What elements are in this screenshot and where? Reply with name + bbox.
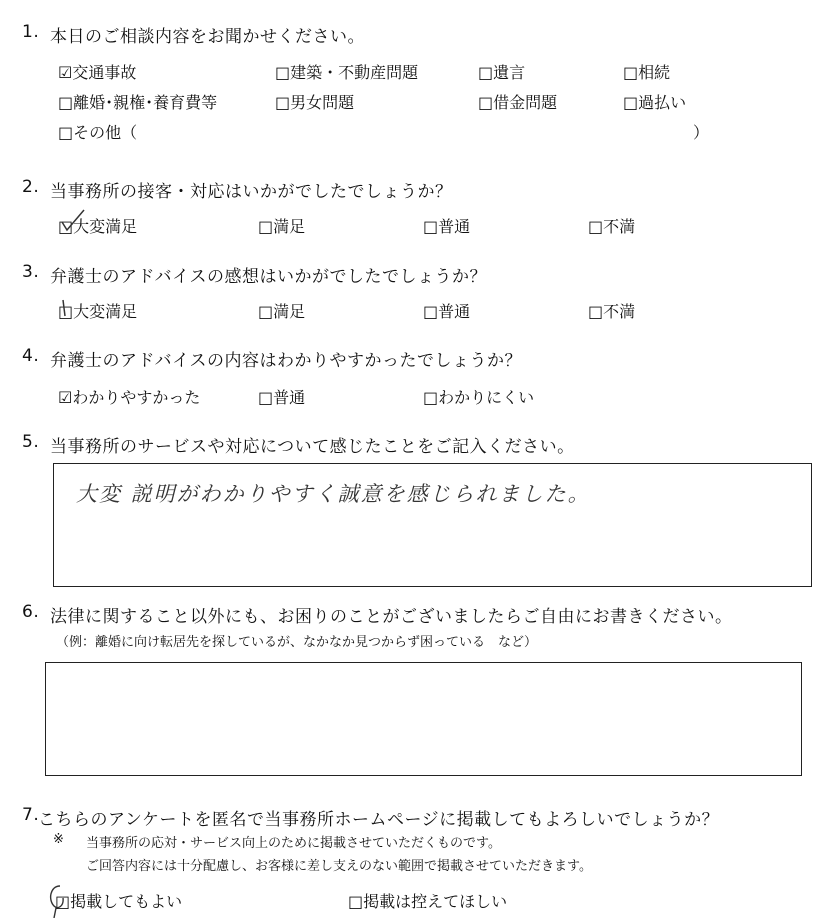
q7-number: 7. — [22, 805, 40, 825]
q1-option-traffic-accident[interactable]: ☑交通事故 — [58, 63, 137, 82]
q1-option-will[interactable]: □遺言 — [478, 63, 526, 82]
q2-question: 当事務所の接客・対応はいかがでしたでしょうか？ — [50, 182, 453, 202]
q4-option-hard[interactable]: □わかりにくい — [423, 388, 535, 407]
q5-question: 当事務所のサービスや対応について感じたことをご記入ください。 — [50, 437, 575, 457]
q7-note-line2: ご回答内容には十分配慮し、お客様に差し支えのない範囲で掲載させていただきます。 — [86, 859, 592, 874]
q4-option-normal[interactable]: □普通 — [258, 388, 306, 407]
q2-option-satisfied[interactable]: □満足 — [258, 217, 306, 236]
q5-number: 5. — [22, 432, 40, 452]
q6-question: 法律に関すること以外にも、お困りのことがございましたらご自由にお書きください。 — [50, 607, 733, 627]
q7-circle-mark-icon — [46, 882, 70, 918]
q7-note-line1: 当事務所の応対・サービス向上のために掲載させていただくものです。 — [86, 836, 501, 851]
q2-number: 2. — [22, 177, 40, 197]
q2-option-dissatisfied[interactable]: □不満 — [588, 217, 636, 236]
q3-option-satisfied[interactable]: □満足 — [258, 302, 306, 321]
q2-check-mark-icon — [58, 208, 88, 234]
q6-number: 6. — [22, 602, 40, 622]
q3-option-very-satisfied[interactable]: □大変満足 — [58, 302, 138, 321]
q1-other-close-paren: ） — [693, 123, 710, 142]
q4-option-easy[interactable]: ☑わかりやすかった — [58, 388, 201, 407]
q6-example: （例：離婚に向け転居先を探しているが、なかなか見つからず困っている など） — [56, 635, 538, 650]
q3-question: 弁護士のアドバイスの感想はいかがでしたでしょうか？ — [50, 267, 487, 287]
q1-option-overpayment[interactable]: □過払い — [623, 93, 687, 112]
q3-number: 3. — [22, 262, 40, 282]
q1-option-inheritance[interactable]: □相続 — [623, 63, 671, 82]
q1-question: 本日のご相談内容をお聞かせください。 — [50, 27, 365, 47]
q7-option-publish-decline[interactable]: □掲載は控えてほしい — [348, 892, 508, 911]
q3-option-normal[interactable]: □普通 — [423, 302, 471, 321]
q7-question: こちらのアンケートを匿名で当事務所ホームページに掲載してもよろしいでしょうか？ — [38, 810, 720, 830]
q1-option-divorce[interactable]: □離婚･親権･養育費等 — [58, 93, 218, 112]
q1-option-debt[interactable]: □借金問題 — [478, 93, 558, 112]
q1-option-construction-realestate[interactable]: □建築・不動産問題 — [275, 63, 419, 82]
q1-option-other[interactable]: □その他（ — [58, 123, 138, 142]
q3-check-mark-icon — [58, 296, 78, 320]
q1-number: 1. — [22, 22, 40, 42]
q1-option-relationship[interactable]: □男女問題 — [275, 93, 355, 112]
q5-handwritten-answer: 大変 説明がわかりやすく誠意を感じられました。 — [76, 482, 591, 506]
q4-question: 弁護士のアドバイスの内容はわかりやすかったでしょうか？ — [50, 351, 522, 371]
q4-number: 4. — [22, 346, 40, 366]
q6-answer-box[interactable] — [45, 662, 802, 776]
q2-option-normal[interactable]: □普通 — [423, 217, 471, 236]
q5-answer-box[interactable] — [53, 463, 812, 587]
q7-option-publish-ok[interactable]: □掲載してもよい — [55, 892, 183, 911]
q2-option-very-satisfied[interactable]: □大変満足 — [58, 217, 138, 236]
q7-note-mark: ※ — [53, 832, 64, 847]
q3-option-dissatisfied[interactable]: □不満 — [588, 302, 636, 321]
